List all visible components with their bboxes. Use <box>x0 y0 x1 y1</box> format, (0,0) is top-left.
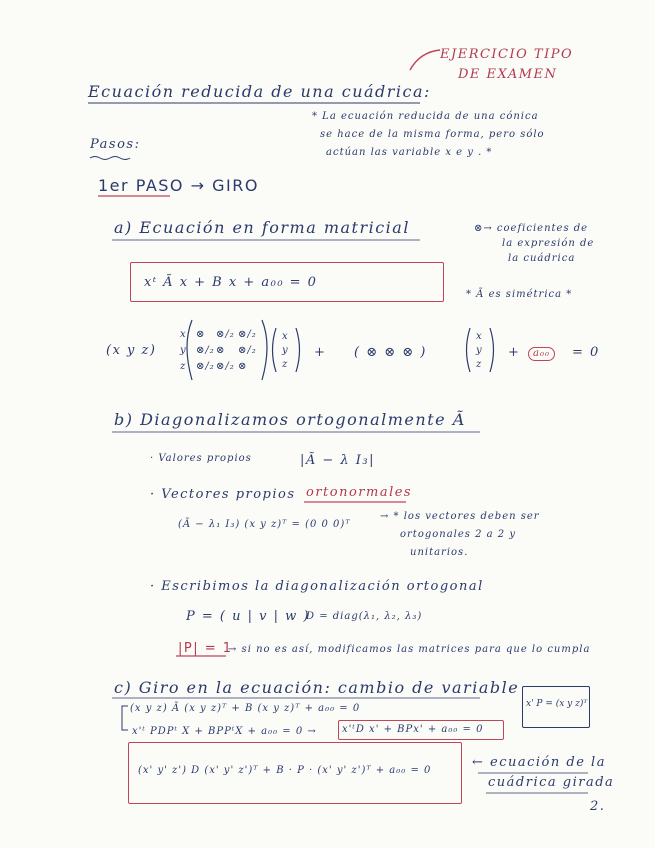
vectores-note-line2: ortogonales 2 a 2 y <box>400 529 516 540</box>
det-condition: |P| = 1 <box>178 641 233 656</box>
m21: ⊗/₂ <box>196 345 215 356</box>
label-z: z <box>180 361 187 372</box>
vectores-underlined: ortonormales <box>306 485 413 500</box>
valores-label: · Valores propios <box>150 453 252 464</box>
row-vector: (x y z) <box>106 343 157 358</box>
legend-line1: ⊗→ coeficientes de <box>474 223 589 234</box>
vectores-note-line1: → * los vectores deben ser <box>380 511 540 522</box>
m23: ⊗/₂ <box>238 345 257 356</box>
section-c-title: c) Giro en la ecuación: cambio de variable <box>114 678 520 697</box>
final-note-line1: ← ecuación de la <box>472 755 606 770</box>
note-line2: se hace de la misma forma, pero sólo <box>320 129 545 140</box>
vectores-expr: (Ã − λ₁ I₃) (x y z)ᵀ = (0 0 0)ᵀ <box>178 519 351 530</box>
page-title: Ecuación reducida de una cuádrica: <box>88 82 431 101</box>
valores-expr: |Ã − λ I₃| <box>300 453 376 468</box>
m11: ⊗ <box>196 329 206 340</box>
escribimos-line: · Escribimos la diagonalización ortogonal <box>150 579 484 594</box>
c-line1: (x y z) Ã (x y z)ᵀ + B (x y z)ᵀ + a₀₀ = 0 <box>130 703 361 714</box>
col-z: z <box>282 359 289 370</box>
d-expr: D = diag(λ₁, λ₂, λ₃) <box>306 611 423 622</box>
final-note-line2: cuádrica girada <box>488 775 615 790</box>
vectores-note-line3: unitarios. <box>410 547 469 558</box>
legend-line3: la cuádrica <box>508 253 576 264</box>
b-row: ( ⊗ ⊗ ⊗ ) <box>354 345 427 360</box>
label-y: y <box>180 345 187 356</box>
symmetric-note: * Ã es simétrica * <box>466 289 573 300</box>
col-x: x <box>282 331 289 342</box>
section-a-title: a) Ecuación en forma matricial <box>114 218 410 237</box>
m33: ⊗ <box>238 361 248 372</box>
step1-heading: 1er PASO → GIRO <box>98 176 259 195</box>
plus-sign-2: + <box>508 345 521 360</box>
c-line2-left: x'ᵗ PDPᵗ X + BPPᵗX + a₀₀ = 0 → <box>132 726 317 737</box>
col-y: y <box>282 345 289 356</box>
m32: ⊗/₂ <box>216 361 235 372</box>
m13: ⊗/₂ <box>238 329 257 340</box>
pasos-label: Pasos: <box>90 137 141 152</box>
final-equation: (x' y' z') D (x' y' z')ᵀ + B · P · (x' y' z')ᵀ + a₀₀ = 0 <box>138 765 432 776</box>
c-line2-boxed: x'ᵗD x' + BPx' + a₀₀ = 0 <box>342 724 484 735</box>
side-box: x' P = (x y z)ᵀ <box>526 699 588 709</box>
m31: ⊗/₂ <box>196 361 215 372</box>
note-line3: actúan las variable x e y . * <box>326 147 493 158</box>
plus-sign: + <box>314 345 327 360</box>
label-x: x <box>180 329 187 340</box>
legend-line2: la expresión de <box>502 238 595 249</box>
section-b-title: b) Diagonalizamos ortogonalmente Ã <box>114 410 466 429</box>
note-line1: * La ecuación reducida de una cónica <box>312 111 539 122</box>
page-number: 2. <box>590 799 606 814</box>
exercise-tag-line2: DE EXAMEN <box>458 67 558 82</box>
det-note: → si no es así, modificamos las matrices para que lo cumpla <box>228 644 591 655</box>
boxed-equation: xᵗ Ã x + B x + a₀₀ = 0 <box>144 275 318 290</box>
col2-y: y <box>476 345 483 356</box>
vectores-label: · Vectores propios <box>150 487 296 502</box>
m12: ⊗/₂ <box>216 329 235 340</box>
col2-z: z <box>476 359 483 370</box>
p-expr: P = ( u | v | w ) <box>186 609 310 624</box>
exercise-tag-line1: EJERCICIO TIPO <box>440 47 574 62</box>
equals-zero: = 0 <box>572 345 600 360</box>
a00-circled: a₀₀ <box>528 347 555 361</box>
col2-x: x <box>476 331 483 342</box>
m22: ⊗ <box>216 345 226 356</box>
